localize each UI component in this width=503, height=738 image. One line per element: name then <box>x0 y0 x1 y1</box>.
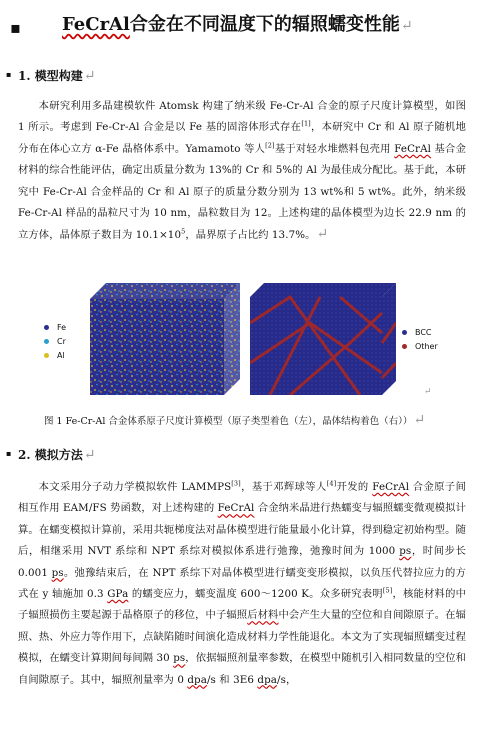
legend-item-other <box>402 339 438 353</box>
section-heading-text: 2. 模拟方法 <box>18 448 83 462</box>
para-text: ，本研究中 Cr 和 Al 原子随机地分布在体心立方 α-Fe 晶格体系中。Yamamoto 等人 <box>18 121 466 155</box>
document-title <box>62 10 462 36</box>
legend-atom-type <box>44 320 66 362</box>
paragraph-mark: ↵ <box>83 447 96 463</box>
title-text: 合金在不同温度下的辐照蠕变性能 <box>129 14 400 35</box>
legend-label: Cr <box>57 336 66 346</box>
figure-1 <box>36 283 476 403</box>
para-text: ，晶界原子占比约 13.7%。 <box>185 229 316 242</box>
legend-swatch <box>402 344 407 349</box>
legend-item-fe <box>44 320 66 334</box>
legend-item-bcc <box>402 325 438 339</box>
legend-label: Al <box>57 350 65 360</box>
spellcheck-word: dpa <box>187 673 207 686</box>
para-text: 基于对轻水堆燃料包壳用 <box>274 142 395 155</box>
crystal-structure-cube-image <box>250 283 396 395</box>
citation: [3] <box>231 479 241 488</box>
legend-label: Other <box>415 341 438 351</box>
paragraph-mark: ↵ <box>316 226 329 243</box>
spellcheck-word: ps <box>399 545 412 558</box>
section-heading-1 <box>18 67 95 84</box>
spellcheck-word: ps <box>51 566 64 579</box>
para-text: ，基于邓辉球等人 <box>240 481 327 493</box>
para-text: 合金纳米晶进行热蠕变与辐照蠕变微观模拟计算。在蠕变模拟计算前，采用共轭梯度法对晶体模型进行能量最小化计算，得到稳定初始构型。随后，相继采用 NVT 系综和 NPT 系综对模拟体系进行弛豫，弛豫时间为 1000 <box>18 502 466 558</box>
spellcheck-word: GPa <box>107 588 129 601</box>
exponent: 5 <box>181 228 186 237</box>
para-text: ，核能材料的中子辐照损伤主要起源于晶格原子的移位，中子辐照 <box>18 588 466 622</box>
legend-label: Fe <box>57 322 67 332</box>
paragraph-mark: ↵ <box>83 68 96 84</box>
list-bullet: ▪ <box>6 70 12 79</box>
legend-swatch <box>44 353 49 358</box>
legend-item-cr <box>44 334 66 348</box>
para-text: /s， <box>277 673 297 686</box>
legend-crystal-structure <box>402 325 438 353</box>
atom-type-cube-image <box>90 283 240 395</box>
spellcheck-word: dpa <box>257 673 277 686</box>
para-text: ，依据辐照剂量率参数，在模型中随机引入相同数量的空位和自间隙原子。其中，辐照剂量率为 0 <box>18 652 467 686</box>
para-text: /s 和 3E6 <box>206 673 258 686</box>
legend-item-al <box>44 348 66 362</box>
section-heading-text: 1. 模型构建 <box>18 69 83 83</box>
para-text: 本研究利用多晶建模软件 Atomsk 构建了纳米级 Fe-Cr-Al 合金的原子尺度计算模型，如图 1 所示。考虑到 Fe-Cr-Al 合金是以 Fe 基的固溶体形式存在 <box>18 100 466 134</box>
para-text: 合金原子间相互作用 EAM/FS 势函数，对上述构建的 <box>18 481 466 515</box>
spellcheck-word: FeCrAl <box>372 481 410 493</box>
legend-swatch <box>44 339 49 344</box>
paragraph-mark: ↵ <box>400 18 413 34</box>
para-text: 。弛豫结束后，在 NPT 系综下对晶体模型进行蠕变变形模拟，以负压代替拉应力的方式在 y 轴施加 0.3 <box>18 566 466 601</box>
citation: [4] <box>326 479 337 488</box>
citation: [5] <box>382 586 393 595</box>
paragraph-mark: ↵ <box>424 387 432 397</box>
para-text: ，时间步长 0.001 <box>18 545 466 579</box>
list-bullet: ▪ <box>10 18 21 37</box>
para-text: 开发的 <box>336 481 373 493</box>
para-text: 中会产生大量的空位和自间隙原子。在辐照、热、外应力等作用下，点缺陷随时间演化造成材料力学性能退化。本文为了实现辐照蠕变过程模拟，在蠕变计算期间每间隔 30 <box>18 609 466 665</box>
paragraph-model <box>18 96 466 247</box>
spellcheck-word: FeCrAl <box>217 502 255 515</box>
figure-caption <box>44 412 484 428</box>
legend-label: BCC <box>415 327 432 337</box>
title-alloy-name: FeCrAl <box>62 14 130 35</box>
spellcheck-word: 后材料 <box>247 609 279 622</box>
legend-swatch <box>402 330 407 335</box>
legend-swatch <box>44 325 49 330</box>
para-text: 的蠕变应力，蠕变温度 600～1200 K。众多研究表明 <box>128 588 383 601</box>
citation: [1] <box>301 119 311 128</box>
paragraph-mark: ↵ <box>413 412 426 428</box>
para-text: 本文采用分子动力学模拟软件 LAMMPS <box>38 481 232 493</box>
list-bullet: ▪ <box>6 449 12 458</box>
citation: [2] <box>265 141 275 150</box>
section-heading-2 <box>18 446 95 463</box>
para-text: 基合金材料的综合性能评估，确定出质量分数为 13%的 Cr 和 5%的 Al 为最佳成分配比。基于此，本研究中 Fe-Cr-Al 合金样品的 Cr 和 Al 原子的质量分数分别为 13 wt%和 5 wt%。此外，纳米级 Fe-Cr-Al 样品的晶粒尺寸为 10 nm，晶粒数目为 12。上述构建的晶体模型为边长 22.9 nm 的立方体，晶体原子数目为 10.1×10 <box>18 142 466 242</box>
paragraph-method <box>18 477 466 691</box>
caption-text: 图 1 Fe-Cr-Al 合金体系原子尺度计算模型（原子类型着色（左），晶体结构着色（右）） <box>44 416 413 427</box>
spellcheck-word: FeCrAl <box>394 142 432 155</box>
spellcheck-word: ps <box>173 652 186 665</box>
